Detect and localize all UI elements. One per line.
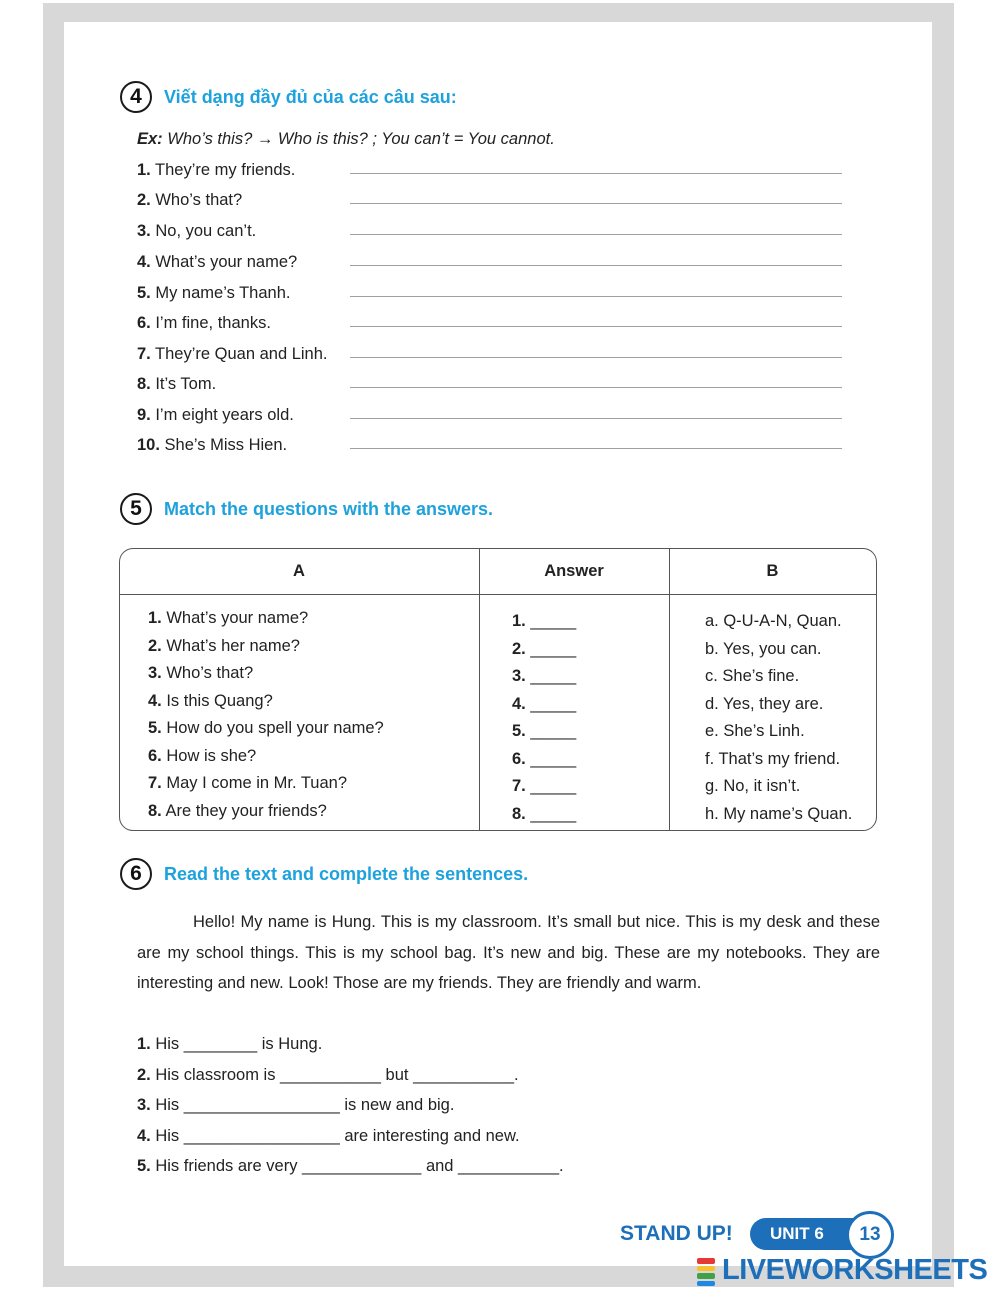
item-number: 3. [137,1096,151,1114]
section-5-header [120,493,493,525]
item-number: 9. [137,406,151,424]
answer-option: g. No, it isn’t. [705,777,801,795]
answer-slot[interactable] [512,801,668,829]
slot-blank[interactable]: _____ [525,777,577,795]
item-number: 2. [137,1066,151,1084]
section-6-number: 6 [120,858,152,890]
question-item [148,798,478,826]
question-item [148,770,478,798]
answer-slot[interactable] [512,636,668,664]
completion-item[interactable] [137,1066,519,1085]
question-text: How do you spell your name? [161,719,384,737]
answer-line[interactable] [350,418,842,419]
answer-option: h. My name’s Quan. [705,804,853,823]
rewrite-item [137,191,242,210]
completion-item[interactable] [137,1157,564,1176]
item-text: They’re my friends. [150,161,296,179]
slot-blank[interactable]: _____ [525,667,577,685]
section-5-number: 5 [120,493,152,525]
slot-blank[interactable]: _____ [525,749,577,768]
item-number: 6. [137,314,151,332]
item-number: 10. [137,436,160,454]
answer-line[interactable] [350,448,842,449]
answer-option: e. She’s Linh. [705,722,805,740]
item-text: I’m eight years old. [150,406,294,424]
question-item [148,660,478,688]
item-number: 8. [137,375,151,393]
question-number: 4. [148,691,162,710]
rewrite-item [137,345,328,364]
slot-blank[interactable]: _____ [525,722,577,740]
slot-number: 2. [512,639,526,658]
answer-slot[interactable] [512,773,668,801]
slot-number: 7. [512,777,526,795]
rewrite-item [137,161,295,180]
item-text: They’re Quan and Linh. [150,345,328,363]
item-text: Who’s that? [150,191,243,209]
slot-blank[interactable]: _____ [525,804,577,823]
rewrite-item [137,436,287,455]
question-number: 8. [148,801,162,820]
item-number: 5. [137,284,151,302]
item-number: 7. [137,345,151,363]
slot-number: 4. [512,694,526,713]
question-item [148,605,478,633]
item-text: She’s Miss Hien. [159,436,288,454]
question-text: What’s her name? [161,636,300,655]
slot-number: 8. [512,804,526,823]
question-text: What’s your name? [161,609,309,627]
question-number: 7. [148,774,162,792]
answer-line[interactable] [350,173,842,174]
page-number: 13 [846,1211,894,1259]
answer-line[interactable] [350,357,842,358]
column-b-header: B [670,549,876,595]
slot-number: 6. [512,749,526,768]
question-number: 1. [148,609,162,627]
answer-option: f. That’s my friend. [705,749,841,768]
question-text: May I come in Mr. Tuan? [161,774,348,792]
question-number: 2. [148,636,162,655]
section-4-header [120,81,457,113]
answer-column-header: Answer [480,549,670,595]
completion-item[interactable] [137,1096,454,1115]
item-number: 2. [137,191,151,209]
item-number: 3. [137,222,151,240]
answer-slot[interactable] [512,718,668,746]
item-text: His classroom is ___________ but ___________. [150,1066,519,1084]
completion-item[interactable] [137,1035,322,1054]
answer-line[interactable] [350,296,842,297]
item-number: 4. [137,1127,151,1145]
example-text: Who’s this? → Who is this? ; You can’t = You cannot. [162,130,555,148]
question-item [148,633,478,661]
answer-line[interactable] [350,265,842,266]
rewrite-item [137,284,290,303]
item-number: 5. [137,1157,151,1175]
item-text: His _________________ are interesting and new. [150,1127,520,1145]
question-text: Is this Quang? [161,691,273,710]
item-text: His friends are very _____________ and ___________. [150,1157,564,1175]
slot-blank[interactable]: _____ [525,639,577,658]
answer-option: a. Q-U-A-N, Quan. [705,612,842,630]
section-5-title: Match the questions with the answers. [164,498,494,519]
answer-slot[interactable] [512,663,668,691]
section-4-number: 4 [120,81,152,113]
question-number: 5. [148,719,162,737]
slot-blank[interactable]: _____ [525,612,577,630]
question-number: 6. [148,746,162,765]
section-6-title: Read the text and complete the sentences. [164,863,529,884]
item-text: His _________________ is new and big. [150,1096,455,1114]
unit-label: UNIT 6 [750,1218,870,1250]
section-6-header [120,858,528,890]
section-4-title: Viết dạng đầy đủ của các câu sau: [164,86,457,107]
question-text: Who’s that? [161,664,254,682]
answer-slot[interactable] [512,691,668,719]
brand-label: STAND UP! [620,1222,733,1245]
liveworksheets-logo-icon [697,1258,715,1286]
rewrite-item [137,314,271,333]
rewrite-item [137,406,294,425]
example-label: Ex: [137,130,163,148]
slot-number: 1. [512,612,526,630]
question-item [148,688,478,716]
example-line [137,130,555,149]
answer-line[interactable] [350,326,842,327]
matching-table [119,548,877,831]
slot-number: 5. [512,722,526,740]
reading-passage: Hello! My name is Hung. This is my classroom. It’s small but nice. This is my desk and these are my school things. This is my school bag. It’s new and big. These are my notebooks. They are interesting and new. Look! Those are my friends. They are friendly and warm. [137,913,880,993]
item-number: 1. [137,161,151,179]
question-text: Are they your friends? [161,801,327,820]
rewrite-item [137,375,216,394]
rewrite-item [137,222,256,241]
item-text: No, you can’t. [150,222,257,240]
answer-line[interactable] [350,234,842,235]
question-number: 3. [148,664,162,682]
answer-slot[interactable] [512,746,668,774]
item-text: My name’s Thanh. [150,284,291,302]
answers-column [670,595,876,830]
question-text: How is she? [161,746,257,765]
answer-line[interactable] [350,387,842,388]
answer-option: c. She’s fine. [705,667,800,685]
rewrite-item [137,253,297,272]
item-number: 1. [137,1035,151,1053]
watermark: LIVEWORKSHEETS [722,1254,988,1286]
question-item [148,743,478,771]
question-item [148,715,478,743]
item-text: His ________ is Hung. [150,1035,323,1053]
slot-number: 3. [512,667,526,685]
answer-line[interactable] [350,203,842,204]
item-text: It’s Tom. [150,375,217,393]
answer-option: d. Yes, they are. [705,694,824,713]
item-number: 4. [137,253,151,271]
answer-slot[interactable] [512,608,668,636]
column-a-header: A [120,549,480,595]
item-text: I’m fine, thanks. [150,314,271,332]
answer-slots-column [480,595,670,830]
questions-column [120,595,480,830]
answer-option: b. Yes, you can. [705,639,822,658]
completion-item[interactable] [137,1127,520,1146]
item-text: What’s your name? [150,253,298,271]
slot-blank[interactable]: _____ [525,694,577,713]
